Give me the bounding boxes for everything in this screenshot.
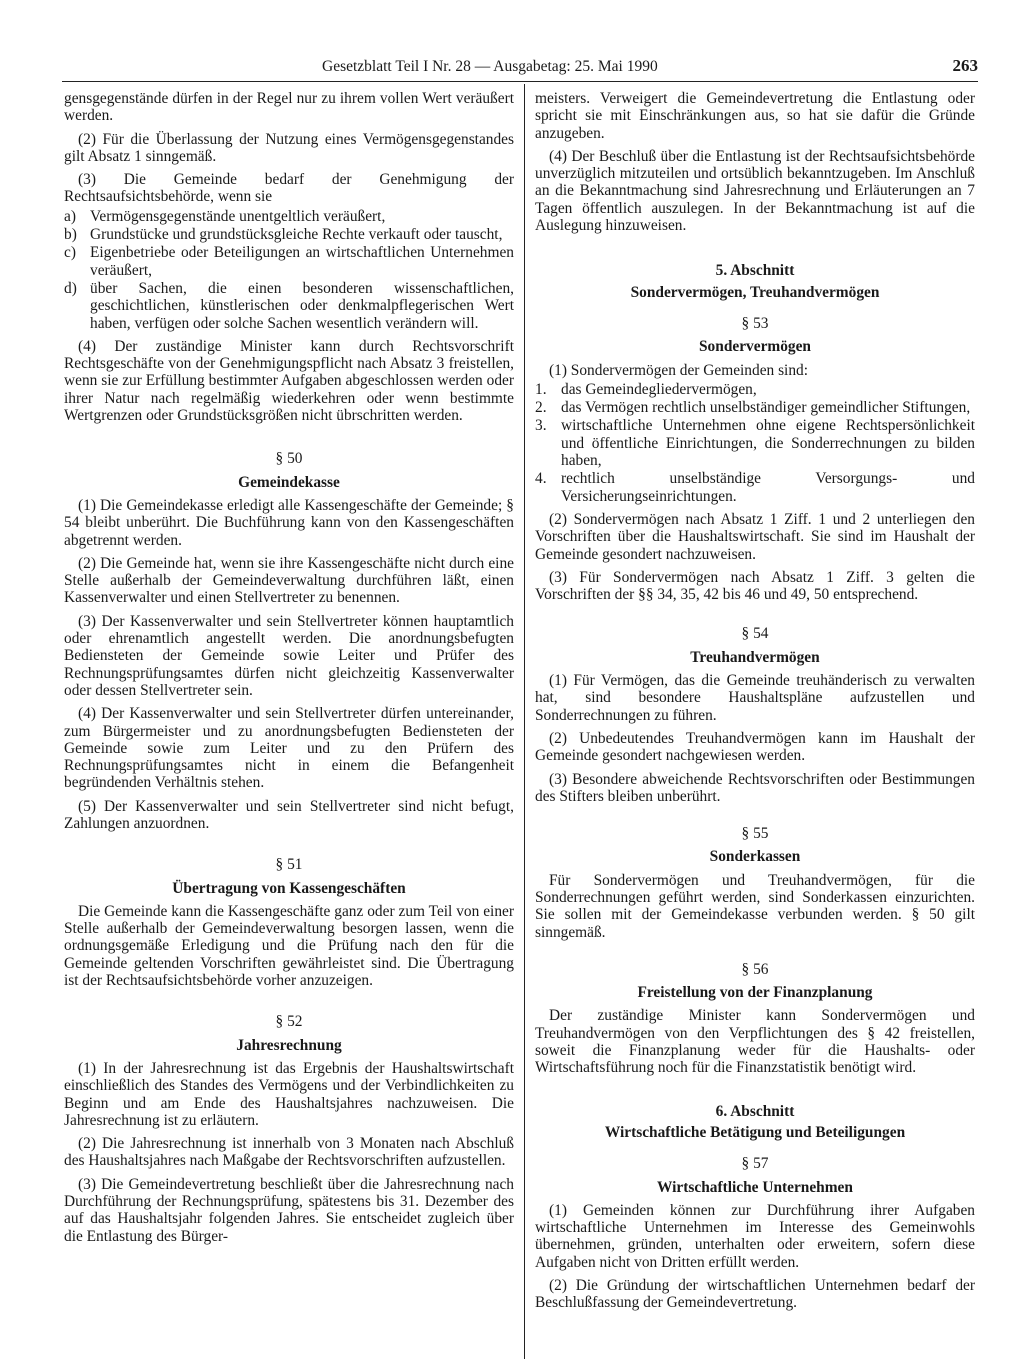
- section-number: § 51: [275, 856, 303, 874]
- paragraph: (4) Der Kassenverwalter und sein Stellvertreter dürfen untereinander, zum Bürgermeister und zu anordnungsbefugten Bediensteten der Gemeinde sowie zum Leiter und zu den Prüfern des Rechnungsprüfungsamtes nicht in einem die Befangenheit begründenden Verhältnis stehen.: [64, 705, 514, 792]
- list-text: wirtschaftliche Unternehmen ohne eigene Rechtspersönlichkeit und öffentliche Einrichtungen, die Sonderrechnungen zu bilden haben,: [561, 417, 975, 470]
- paragraph: Die Gemeinde kann die Kassengeschäfte ganz oder zum Teil von einer Stelle außerhalb der Gemeindeverwaltung besorgen lassen, wenn die ordnungsgemäße Erledigung und die Prüfung nach den für die Gemeinde geltenden Vorschriften gewährleistet sind. Die Übertragung ist der Rechtsaufsichtsbehörde vorher anzuzeigen.: [64, 902, 514, 990]
- list-text: über Sachen, die einen besonderen wissenschaftlichen, geschichtlichen, künstlerischen oder denkmalpflegerischen Wert haben, verfügen oder solche Sachen wesentlich verändern will.: [90, 279, 514, 332]
- column-divider: [524, 84, 525, 1359]
- section-number: § 57: [741, 1155, 769, 1173]
- list-marker: 3.: [535, 417, 547, 435]
- section-number: § 54: [741, 625, 769, 643]
- list-item: [64, 208, 514, 225]
- section-title: Wirtschaftliche Unternehmen: [657, 1178, 853, 1196]
- list-marker: 2.: [535, 399, 547, 417]
- section-number: § 50: [275, 450, 303, 468]
- paragraph: (1) Für Vermögen, das die Gemeinde treuhänderisch zu verwalten hat, sind besondere Haushaltspläne aufzustellen und Sonderrechnungen zu führen.: [535, 672, 975, 724]
- paragraph: Für Sondervermögen und Treuhandvermögen, für die Sonderrechnungen geführt werden, sind Sonderkassen einzurichten. Sie sollen mit der Gemeindekasse verbunden werden. § 50 gilt sinngemäß.: [535, 871, 975, 941]
- paragraph: (3) Die Gemeindevertretung beschließt über die Jahresrechnung nach Durchführung der Rechnungsprüfung, spätestens bis 31. Dezember des auf das Haushaltsjahr folgenden Jahres. Sie entscheidet zugleich über die Entlastung des Bürger-: [64, 1175, 514, 1245]
- list-item: [535, 399, 975, 416]
- paragraph: (3) Besondere abweichende Rechtsvorschriften oder Bestimmungen des Stifters bleiben unberührt.: [535, 770, 975, 805]
- list-marker: 4.: [535, 470, 547, 488]
- list-text: Vermögensgegenstände unentgeltlich veräußert,: [90, 207, 386, 225]
- header-title: Gesetzblatt Teil I Nr. 28 — Ausgabetag: 25. Mai 1990: [322, 58, 658, 75]
- paragraph: (1) In der Jahresrechnung ist das Ergebnis der Haushaltswirtschaft einschließlich des Standes des Vermögens und der Verbindlichkeiten zu Beginn und am Ende des Haushaltsjahres nachzuweisen. Die Jahresrechnung ist zu erläutern.: [64, 1059, 514, 1129]
- paragraph: (1) Die Gemeindekasse erledigt alle Kassengeschäfte der Gemeinde; § 54 bleibt unberührt. Die Buchführung kann von den Kassengeschäften abgetrennt werden.: [64, 496, 514, 549]
- list-item: [535, 470, 975, 505]
- section-title: Übertragung von Kassengeschäften: [172, 879, 406, 897]
- list-text: das Vermögen rechtlich unselbständiger gemeindlicher Stiftungen,: [561, 399, 971, 417]
- section-number: § 55: [741, 825, 769, 843]
- chapter-number: 6. Abschnitt: [715, 1102, 795, 1120]
- paragraph: (2) Unbedeutendes Treuhandvermögen kann im Haushalt der Gemeinde gesondert nachgewiesen werden.: [535, 729, 975, 765]
- left-column: [64, 90, 514, 1251]
- paragraph: Der zuständige Minister kann Sondervermögen und Treuhandvermögen von den Verpflichtungen des § 42 freistellen, soweit die Finanzplanung weder für die Haushalts- oder Wirtschaftsführung noch für die Finanzstatistik benötigt wird.: [535, 1007, 975, 1077]
- chapter-number: 5. Abschnitt: [715, 262, 795, 280]
- paragraph: (1) Gemeinden können zur Durchführung ihrer Aufgaben wirtschaftliche Unternehmen im Interesse des Gemeinwohls übernehmen, gründen, unterhalten oder erweitern, sofern diese Aufgaben nicht von Dritten erfüllt werden.: [535, 1201, 975, 1271]
- section-title: Gemeindekasse: [238, 473, 340, 491]
- paragraph: (2) Sondervermögen nach Absatz 1 Ziff. 1 und 2 unterliegen den Vorschriften über die Haushaltswirtschaft. Sie sind im Haushalt der Gemeinde gesondert nachzuweisen.: [535, 510, 975, 563]
- list-item: [64, 226, 514, 243]
- paragraph: (2) Die Gründung der wirtschaftlichen Unternehmen bedarf der Beschlußfassung der Gemeindevertretung.: [535, 1277, 975, 1312]
- paragraph: (2) Für die Überlassung der Nutzung eines Vermögensgegenstandes gilt Absatz 1 sinngemäß.: [64, 130, 514, 165]
- list-text: Eigenbetriebe oder Beteiligungen an wirtschaftlichen Unternehmen veräußert,: [90, 244, 514, 279]
- header-rule: [62, 81, 978, 82]
- paragraph: (5) Der Kassenverwalter und sein Stellvertreter sind nicht befugt, Zahlungen anzuordnen.: [64, 797, 514, 832]
- section-number: § 52: [275, 1013, 303, 1031]
- paragraph: (4) Der zuständige Minister kann durch Rechtsvorschrift Rechtsgeschäfte von der Genehmigungspflicht nach Absatz 3 freistellen, wenn sie zur Erfüllung bestimmter Aufgaben abgeschlossen werden oder ihrer Natur nach regelmäßig wiederkehren oder wenn bestimmte Wertgrenzen oder Grundstücksgrößen nicht übrschritten werden.: [64, 337, 514, 425]
- paragraph: (1) Sondervermögen der Gemeinden sind:: [549, 361, 809, 379]
- paragraph: (3) Der Kassenverwalter und sein Stellvertreter können hauptamtlich oder ehrenamtlich angestellt werden. Die anordnungsbefugten Bediensteten der Gemeinde sowie Leiter und Prüfer des Rechnungsprüfungsamtes dürfen nicht gleichzeitig Kassenverwalter oder dessen Stellvertreter sein.: [64, 612, 514, 699]
- list-marker: d): [64, 279, 77, 297]
- list-item: [535, 417, 975, 469]
- section-number: § 53: [741, 314, 769, 332]
- section-number: § 56: [741, 960, 769, 978]
- list-item: [64, 244, 514, 279]
- list-item: [64, 280, 514, 332]
- section-title: Sonderkassen: [709, 848, 801, 866]
- list-text: das Gemeindegliedervermögen,: [561, 380, 757, 398]
- list-marker: 1.: [535, 380, 547, 398]
- right-column: [535, 90, 975, 1318]
- section-title: Treuhandvermögen: [690, 648, 820, 666]
- page-number: 263: [952, 56, 978, 75]
- chapter-title: Sondervermögen, Treuhandvermögen: [630, 283, 880, 301]
- paragraph: (3) Für Sondervermögen nach Absatz 1 Ziff. 3 gelten die Vorschriften der §§ 34, 35, 42 bis 46 und 49, 50 entsprechend.: [535, 568, 975, 604]
- paragraph: meisters. Verweigert die Gemeindevertretung die Entlastung oder spricht sie mit Einschränkungen aus, so hat sie dafür die Gründe anzugeben.: [535, 90, 975, 142]
- paragraph: (4) Der Beschluß über die Entlastung ist der Rechtsaufsichtsbehörde unverzüglich mitzuteilen und ortsüblich bekanntzugeben. Im Anschluß an die Bekanntmachung sind Jahresrechnung und Erläuterungen an 7 Tagen öffentlich auszulegen. In der Bekanntmachung ist auf die Auslegung hinzuweisen.: [535, 147, 975, 235]
- list-text: rechtlich unselbständige Versorgungs- und Versicherungseinrichtungen.: [561, 470, 975, 505]
- list-marker: c): [64, 244, 76, 262]
- chapter-title: Wirtschaftliche Betätigung und Beteiligungen: [604, 1123, 906, 1141]
- section-title: Sondervermögen: [699, 338, 811, 356]
- list-item: [535, 381, 975, 398]
- section-title: Jahresrechnung: [236, 1036, 342, 1054]
- list-text: Grundstücke und grundstücksgleiche Rechte verkauft oder tauscht,: [90, 226, 503, 244]
- page-header: [62, 56, 978, 82]
- list-marker: a): [64, 207, 76, 225]
- paragraph: (2) Die Jahresrechnung ist innerhalb von 3 Monaten nach Abschluß des Haushaltsjahres nach Maßgabe der Rechtsvorschriften aufzustellen.: [64, 1135, 514, 1170]
- paragraph: (2) Die Gemeinde hat, wenn sie ihre Kassengeschäfte nicht durch eine Stelle außerhalb der Gemeindeverwaltung durchführen läßt, einen Kassenverwalter und einen Stellvertreter zu benennen.: [64, 554, 514, 607]
- paragraph: (3) Die Gemeinde bedarf der Genehmigung der Rechtsaufsichtsbehörde, wenn sie: [64, 171, 514, 206]
- section-title: Freistellung von der Finanzplanung: [637, 984, 873, 1002]
- paragraph: gensgegenstände dürfen in der Regel nur zu ihrem vollen Wert veräußert werden.: [64, 90, 514, 125]
- list-marker: b): [64, 226, 77, 244]
